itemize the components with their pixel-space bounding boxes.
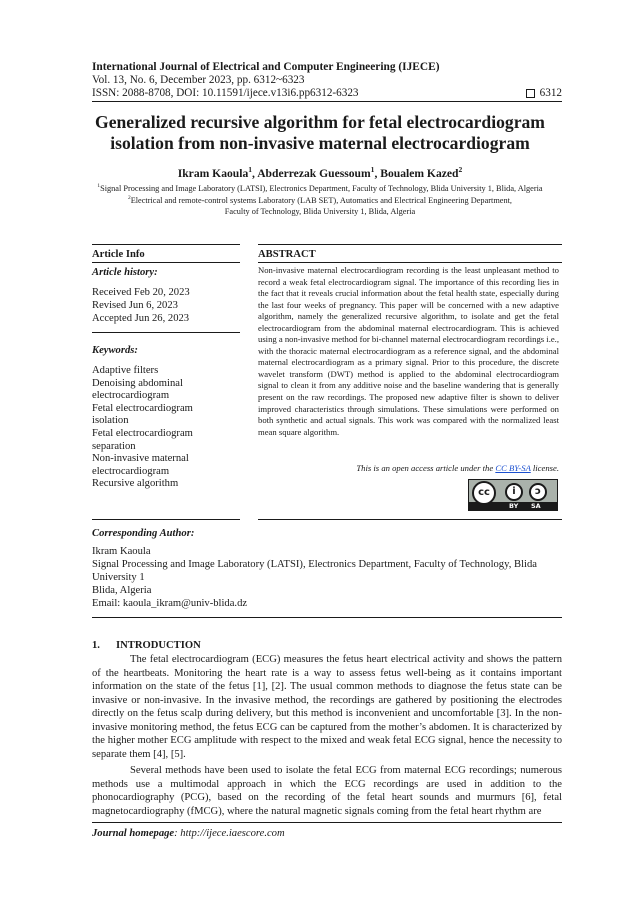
keyword-line: electrocardiogram — [92, 390, 170, 402]
abstract-text: Non-invasive maternal electrocardiogram recording is the least unpleasant method to record a weak fetal electrocardiogram signal. The importance of this recording lies in the fact that it reveals crucial information about the fetal health state, especially during the last four weeks of pregnancy. This paper will be concerned with a new adaptive algorithm, namely the generalized recursive algorithm, to isolate and get the fetal electrocardiogram from the abdominal maternal electrocardiogram. This is achieved using a non-invasive method for bi-channel maternal electrocardiogram recordings i.e., with the thoracic maternal electrocardiogram as a reference signal, and the abdominal maternal electrocardiogram as a primary signal. Prior to this procedure, the discrete wavelet transform (DWT) method is applied to the abdominal electrocardiogram signal to clean it from any additive noise and the baseline wandering that is generally present on the raw recordings. The proposed new adaptive filter is shown to deliver improved characteristics through simulations. These simulations were performed on both synthetic and actual signals. This work was compared with the normalized least mean square algorithm. — [258, 265, 559, 437]
affiliation-2-cont: Faculty of Technology, Blida University 1, Blida, Algeria — [224, 207, 416, 216]
revised-date: Revised Jun 6, 2023 — [92, 300, 178, 311]
keyword-line: Non-invasive maternal — [92, 453, 189, 465]
article-info-top-rule — [92, 244, 240, 245]
corresponding-location: Blida, Algeria — [92, 585, 152, 596]
article-info-sub-rule — [92, 262, 240, 263]
abstract-top-rule — [258, 244, 562, 245]
keyword-line: electrocardiogram — [92, 465, 170, 477]
keywords-heading: Keywords: — [92, 345, 138, 356]
article-info-bottom-rule — [92, 519, 240, 520]
journal-name: International Journal of Electrical and Computer Engineering (IJECE) — [92, 61, 440, 73]
keyword-line: Recursive algorithm — [92, 478, 179, 490]
cc-by-sa-badge[interactable] — [468, 479, 558, 511]
badge-sa-label: SA — [531, 502, 541, 510]
cc-icon: cc — [472, 481, 496, 505]
keywords-list — [92, 365, 242, 491]
author-1-affil: 1 — [248, 165, 253, 175]
share-alike-icon: ↄ — [529, 483, 547, 501]
corresponding-email[interactable]: Email: kaoula_ikram@univ-blida.dz — [92, 598, 248, 609]
title-line-2: isolation from non-invasive maternal electrocardiogram — [110, 132, 530, 153]
author-1: Ikram Kaoula — [177, 167, 249, 180]
section-number: 1. — [92, 640, 100, 651]
corresponding-bottom-rule — [92, 617, 562, 618]
article-info-heading: Article Info — [92, 249, 145, 260]
author-2-affil: 1 — [370, 165, 375, 175]
license-link[interactable]: CC BY-SA — [495, 463, 531, 473]
abstract-sub-rule — [258, 262, 562, 263]
header-rule — [92, 101, 562, 102]
volume-info: Vol. 13, No. 6, December 2023, pp. 6312~6323 — [92, 74, 305, 86]
intro-paragraph-1: The fetal electrocardiogram (ECG) measures the fetus heart electrical activity and shows the pattern of the heartbeats. Monitoring the heart rate is a way to assess fetus well-being as it contains important information on the state of the fetus [1], [2]. The usual common methods to diagnose the fetus state can be invasive or non-invasive. In the invasive method, the recordings are gathered by positioning the electrodes directly on the fetus scalp during delivery, but this method is inconvenient and uncomfortable [3]. In the non-invasive monitoring method, the fetus ECG can be captured from the mother’s abdomen. It is characterized by the higher mother ECG amplitude with respect to the mixed and weak fetal ECG signal, hence the necessity to separate them [4], [5]. — [92, 654, 562, 760]
keyword-line: isolation — [92, 415, 129, 427]
paper-title — [70, 112, 570, 153]
license-note: This is an open access article under the CC BY-SA license. — [356, 463, 559, 473]
abstract-heading: ABSTRACT — [258, 249, 316, 260]
affiliation-1: $^1$Signal Processing and Image Laboratory (LATSI), Electronics Department, Faculty of Technology, Blida University 1, Blida, Algeria — [97, 183, 543, 193]
badge-by-label: BY — [509, 502, 519, 510]
corresponding-affil-1: Signal Processing and Image Laboratory (LATSI), Electronics Department, Faculty of Technology, Blida — [92, 559, 537, 570]
history-rule — [92, 332, 240, 333]
intro-paragraph-2: Several methods have been used to isolate the fetal ECG from maternal ECG recordings; numerous methods use a multimodal approach in which the ECG recordings are used in addition to the phonocardiography (PCG), based on the recording of the fetal heart sounds and murmurs [6], fetal magnetocardiography (fMCG), where the natural magnetic signals coming from the fetal heart rhythm are — [92, 765, 562, 817]
corresponding-name: Ikram Kaoula — [92, 546, 151, 557]
square-icon — [526, 89, 535, 98]
page-number: 6312 — [539, 87, 562, 99]
keyword-line: Fetal electrocardiogram — [92, 402, 193, 414]
received-date: Received Feb 20, 2023 — [92, 287, 190, 298]
keyword-line: Denoising abdominal — [92, 377, 183, 389]
issn-doi: ISSN: 2088-8708, DOI: 10.11591/ijece.v13i6.pp6312-6323 — [92, 87, 359, 99]
history-heading: Article history: — [92, 267, 158, 278]
abstract-bottom-rule — [258, 519, 562, 520]
keyword-line: Adaptive filters — [92, 365, 159, 376]
person-icon: i — [505, 483, 523, 501]
affiliation-2: $^2$Electrical and remote-control systems Laboratory (LAB SET), Automatics and Electrical Engineering Department, — [128, 195, 512, 205]
keyword-line: separation — [92, 440, 136, 452]
journal-homepage — [92, 828, 285, 839]
section-heading-introduction — [92, 640, 201, 651]
author-3-affil: 2 — [458, 165, 463, 175]
footer-rule — [92, 822, 562, 823]
accepted-date: Accepted Jun 26, 2023 — [92, 313, 190, 324]
author-3: , Boualem Kazed — [374, 167, 459, 180]
homepage-url[interactable]: : http://ijece.iaescore.com — [174, 828, 285, 839]
corresponding-affil-2: University 1 — [92, 572, 145, 583]
title-line-1: Generalized recursive algorithm for fetal electrocardiogram — [95, 112, 545, 132]
issn-doi-line — [92, 87, 562, 100]
author-list — [70, 167, 570, 180]
author-2: , Abderrezak Guessoum — [252, 167, 371, 180]
keyword-line: Fetal electrocardiogram — [92, 427, 193, 439]
corresponding-heading: Corresponding Author: — [92, 528, 195, 539]
section-title: INTRODUCTION — [116, 640, 201, 651]
homepage-label: Journal homepage — [92, 828, 175, 839]
